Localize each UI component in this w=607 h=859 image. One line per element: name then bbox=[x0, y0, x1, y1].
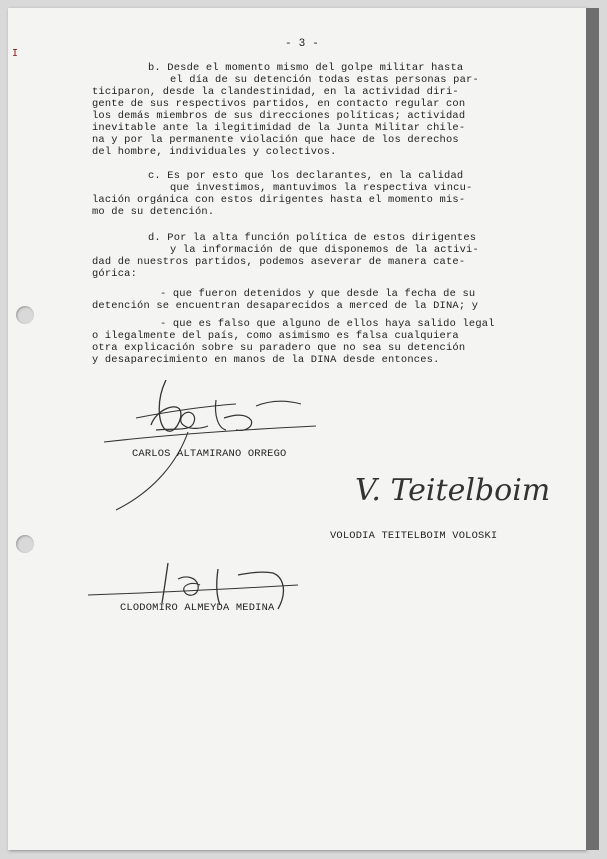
item-2-line: - que es falso que alguno de ellos haya salido legal bbox=[160, 318, 495, 330]
paragraph-c-line: mo de su detención. bbox=[92, 206, 215, 218]
paragraph-b-line: ticiparon, desde la clandestinidad, en la actividad diri- bbox=[92, 86, 459, 98]
page-number: - 3 - bbox=[285, 38, 320, 50]
paragraph-c-line: c. Es por esto que los declarantes, en la calidad bbox=[148, 170, 464, 182]
page-edge-shadow bbox=[586, 8, 599, 850]
signature-altamirano bbox=[96, 370, 336, 510]
svg-text:V. Teitelboim: V. Teitelboim bbox=[355, 473, 551, 508]
paragraph-c-line: que investimos, mantuvimos la respectiva vincu- bbox=[170, 182, 473, 194]
signatory-name-almeyda: CLODOMIRO ALMEYDA MEDINA bbox=[120, 602, 275, 614]
signature-almeyda bbox=[88, 555, 308, 625]
paragraph-b-line: los demás miembros de sus direcciones políticas; actividad bbox=[92, 110, 466, 122]
paragraph-b-line: el día de su detención todas estas personas par- bbox=[170, 74, 479, 86]
paragraph-d-line: d. Por la alta función política de estos dirigentes bbox=[148, 232, 477, 244]
item-1-line: - que fueron detenidos y que desde la fecha de su bbox=[160, 288, 476, 300]
paragraph-b-line: inevitable ante la ilegitimidad de la Junta Militar chile- bbox=[92, 122, 466, 134]
punch-hole-bottom bbox=[16, 535, 34, 553]
item-2-line: o ilegalmente del país, como asimismo es falsa cualquiera bbox=[92, 330, 459, 342]
paragraph-b-line: del hombre, individuales y colectivos. bbox=[92, 146, 337, 158]
paragraph-d-line: górica: bbox=[92, 268, 138, 280]
paragraph-b-line: na y por la permanente violación que hace de los derechos bbox=[92, 134, 459, 146]
signatory-name-altamirano: CARLOS ALTAMIRANO ORREGO bbox=[132, 448, 287, 460]
signatory-name-teitelboim: VOLODIA TEITELBOIM VOLOSKI bbox=[330, 530, 498, 542]
paragraph-d-line: y la información de que disponemos de la activi- bbox=[170, 244, 479, 256]
item-2-line: y desaparecimiento en manos de la DINA desde entonces. bbox=[92, 354, 440, 366]
paragraph-c-line: lación orgánica con estos dirigentes hasta el momento mis- bbox=[92, 194, 466, 206]
margin-mark: I bbox=[12, 48, 19, 59]
paragraph-d-line: dad de nuestros partidos, podemos aseverar de manera cate- bbox=[92, 256, 466, 268]
item-2-line: otra explicación sobre su paradero que no sea su detención bbox=[92, 342, 466, 354]
signature-teitelboim bbox=[350, 455, 550, 525]
paragraph-b-line: b. Desde el momento mismo del golpe militar hasta bbox=[148, 62, 464, 74]
item-1-line: detención se encuentran desaparecidos a merced de la DINA; y bbox=[92, 300, 479, 312]
paragraph-b-line: gente de sus respectivos partidos, en contacto regular con bbox=[92, 98, 466, 110]
punch-hole-top bbox=[16, 306, 34, 324]
